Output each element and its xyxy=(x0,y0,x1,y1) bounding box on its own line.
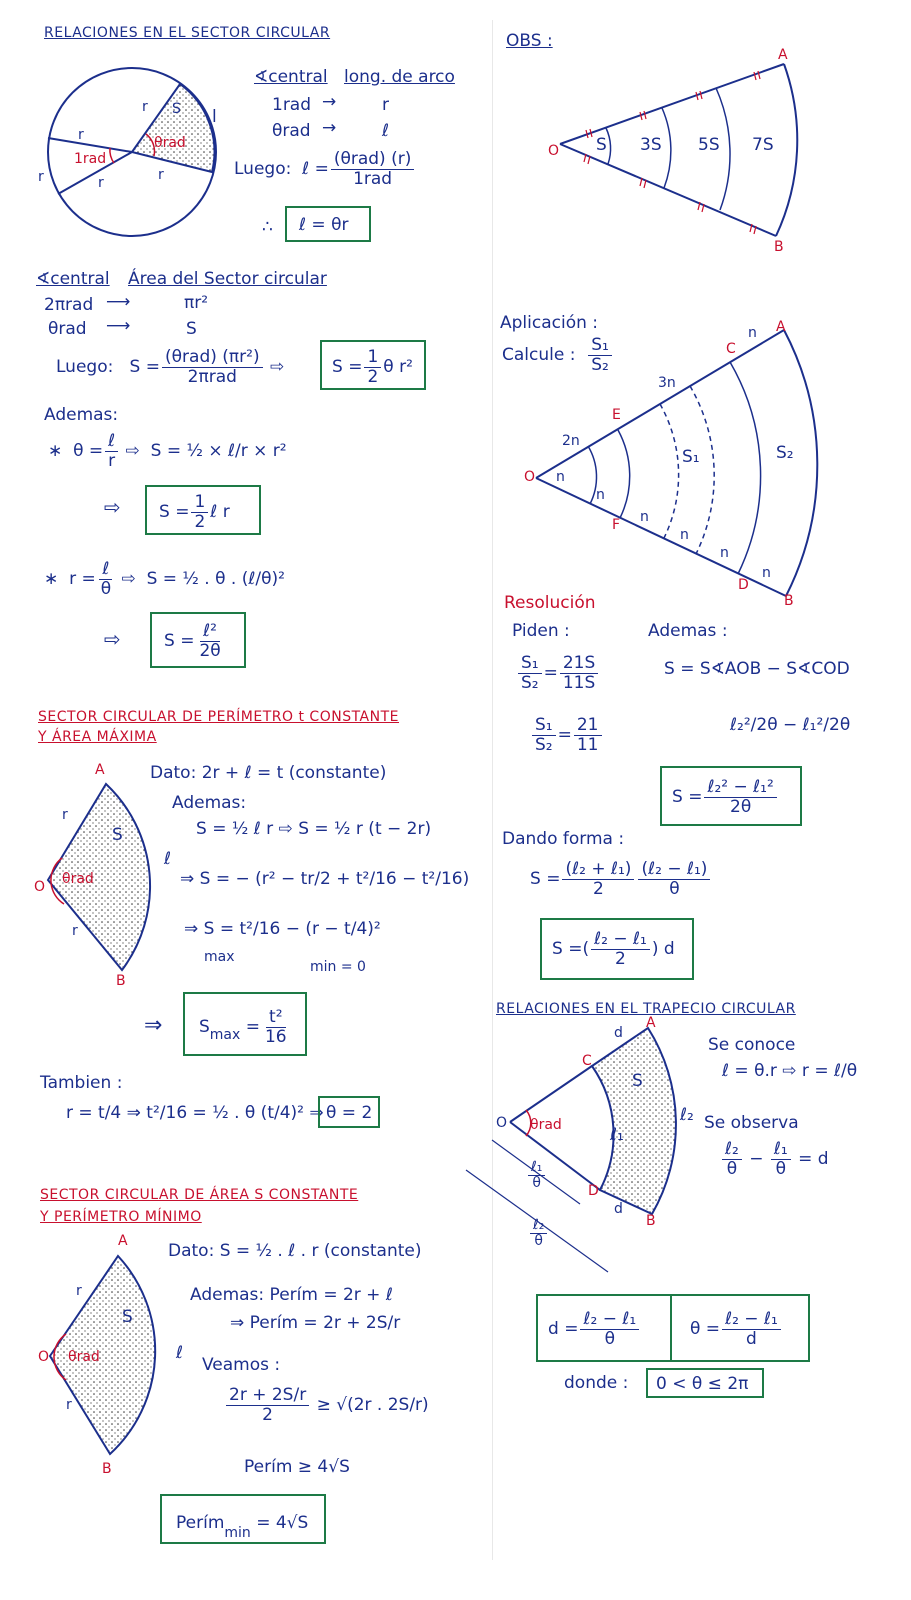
heading-area-maxima: Y ÁREA MÁXIMA xyxy=(38,729,157,745)
table1-col2: long. de arco xyxy=(344,67,455,87)
fan2-n4: n xyxy=(680,527,689,543)
eq-s-half: S = ½ ℓ r ⇨ S = ½ r (t − 2r) xyxy=(196,819,432,839)
fan2-2n: 2n xyxy=(562,433,580,449)
donde: donde : xyxy=(564,1373,629,1393)
eq-perim: ⇒ Perím = 2r + 2S/r xyxy=(230,1313,401,1333)
box-theta-2: θ = 2 xyxy=(318,1096,380,1128)
heading-perimetro-constante: SECTOR CIRCULAR DE PERÍMETRO t CONSTANTE xyxy=(38,709,399,725)
fan2-F: F xyxy=(612,517,621,533)
trap-S: S xyxy=(632,1071,643,1091)
se-conoce: Se conoce xyxy=(708,1035,796,1055)
eq-tambien: r = t/4 ⇒ t²/16 = ½ . θ (t/4)² ⇒ xyxy=(66,1103,324,1123)
fan2-A: A xyxy=(776,319,786,335)
sector2-r2: r xyxy=(72,923,78,939)
circle-l-label: l xyxy=(212,107,217,127)
ademas-right: Ademas : xyxy=(648,621,728,641)
table1-row2a: θrad xyxy=(272,121,311,141)
sector-max-figure xyxy=(40,770,170,980)
sector3-O: O xyxy=(38,1349,50,1365)
therefore-sign: ∴ xyxy=(262,217,273,237)
application-fan-figure xyxy=(530,318,820,608)
box-range: 0 < θ ≤ 2π xyxy=(646,1368,764,1398)
fan2-O: O xyxy=(524,469,536,485)
eq-r-l-theta: ∗ r = ℓ θ ⇨ S = ½ . θ . (ℓ/θ)² xyxy=(44,559,285,599)
heading-area-constante: SECTOR CIRCULAR DE ÁREA S CONSTANTE xyxy=(40,1187,359,1203)
table2-row1a: 2πrad xyxy=(44,295,94,315)
luego2-eq: Luego: S = (θrad) (πr²) 2πrad ⇨ xyxy=(56,347,285,387)
box-forma: S = ( ℓ₂ − ℓ₁ 2 ) d xyxy=(540,918,694,980)
circle-r-label-4: r xyxy=(98,175,104,191)
trap-C: C xyxy=(582,1053,592,1069)
trap-l2: ℓ₂ xyxy=(680,1105,694,1125)
aplicacion: Aplicación : xyxy=(500,313,599,333)
ratio-2: S₁ S₂ = 21 11 xyxy=(530,716,604,754)
ineq-am-gm: $\frac{2r + 2S/r}{2}$ ≥ √(2r . 2S/r) xyxy=(224,1386,429,1424)
sector3-r2: r xyxy=(66,1397,72,1413)
heading-trapecio: RELACIONES EN EL TRAPECIO CIRCULAR xyxy=(496,1001,796,1017)
trap-A: A xyxy=(646,1015,656,1031)
dato2: Dato: S = ½ . ℓ . r (constante) xyxy=(168,1241,422,1261)
table1-row1a: 1rad xyxy=(272,95,312,115)
veamos: Veamos : xyxy=(202,1355,281,1375)
fan-B: B xyxy=(774,239,784,255)
sector2-l: ℓ xyxy=(164,849,172,869)
luego1-eq: Luego: ℓ = (θrad) (r) 1rad xyxy=(234,150,416,188)
circle-r-label-2: r xyxy=(78,127,84,143)
box-perim-min: Perím min = 4√S xyxy=(160,1494,326,1544)
box-s-l2-2theta: S = ℓ² 2θ xyxy=(150,612,246,668)
fan2-E: E xyxy=(612,407,621,423)
fan2-n3: n xyxy=(640,509,649,525)
sector2-S: S xyxy=(112,825,123,845)
sector3-l: ℓ xyxy=(176,1343,184,1363)
fan2-S1: S₁ xyxy=(682,447,700,467)
max-label: max xyxy=(204,949,235,965)
circle-r-label-1: r xyxy=(142,99,148,115)
calcule-eq: Calcule : S₁ S₂ xyxy=(502,336,614,374)
circle-r-label-5: r xyxy=(158,167,164,183)
fan2-B: B xyxy=(784,593,794,609)
sector3-B: B xyxy=(102,1461,112,1477)
circle-one-rad-label: 1rad xyxy=(74,151,107,167)
se-observa: Se observa xyxy=(704,1113,799,1133)
fan-s2: 3S xyxy=(640,135,662,155)
fan2-n7: n xyxy=(748,325,757,341)
circle-s-label: S xyxy=(172,101,181,117)
table2-col1: ∢central xyxy=(36,269,110,289)
trap-O: O xyxy=(496,1115,508,1131)
min-label: min = 0 xyxy=(310,959,366,975)
fan2-n5: n xyxy=(720,545,729,561)
sector3-A: A xyxy=(118,1233,128,1249)
sector-min-figure xyxy=(44,1248,174,1462)
box-smax: S max = $\frac{\text{t²}}{16}$ xyxy=(183,992,307,1056)
tambien: Tambien : xyxy=(40,1073,123,1093)
fan-s3: 5S xyxy=(698,135,720,155)
table2-row1b: πr² xyxy=(184,293,209,313)
box-l-theta-r: ℓ = θr xyxy=(285,206,371,242)
ademas-label: Ademas: xyxy=(44,405,119,425)
ademas3: Ademas: Perím = 2r + ℓ xyxy=(190,1285,393,1305)
ademas2: Ademas: xyxy=(172,793,247,813)
box-s-half-l-r: S = $\frac{1}{2}$ ℓ r xyxy=(145,485,261,535)
table2-col2: Área del Sector circular xyxy=(128,269,327,289)
sector2-theta: θrad xyxy=(62,871,94,887)
fan2-C: C xyxy=(726,341,736,357)
obs-label: OBS : xyxy=(506,31,553,51)
sector3-theta: θrad xyxy=(68,1349,100,1365)
sector3-r1: r xyxy=(76,1283,82,1299)
table1-row1b: r xyxy=(382,95,389,115)
sector2-O: O xyxy=(34,879,46,895)
fan2-n2: n xyxy=(596,487,605,503)
fan-O: O xyxy=(548,143,560,159)
eq-s-sq: ⇒ S = t²/16 − (r − t/4)² xyxy=(184,919,381,939)
trap-B: B xyxy=(646,1213,656,1229)
table2-row2a: θrad xyxy=(48,319,87,339)
ratio-1: S₁ S₂ = 21S 11S xyxy=(516,654,600,692)
column-divider xyxy=(492,20,493,1560)
box-final-formulas: d = ℓ₂ − ℓ₁ θ θ = ℓ₂ − ℓ₁ d xyxy=(536,1294,810,1362)
resolucion: Resolución xyxy=(504,593,596,613)
dando-forma: Dando forma : xyxy=(502,829,625,849)
fan2-3n: 3n xyxy=(658,375,676,391)
eq-sdiff: S = S∢AOB − S∢COD xyxy=(664,659,850,679)
circle-r-label-3: r xyxy=(38,169,44,185)
trap-l1: ℓ₁ xyxy=(610,1125,624,1145)
fan2-D: D xyxy=(738,577,749,593)
sector3-S: S xyxy=(122,1307,133,1327)
sector2-A: A xyxy=(95,762,105,778)
circle-theta-label: θrad xyxy=(154,135,186,151)
trap-dim1: ℓ₁ θ xyxy=(526,1160,547,1192)
table1-col1: ∢central xyxy=(254,67,328,87)
smax-arrow: ⇒ xyxy=(144,1013,163,1038)
circle-sector-figure xyxy=(40,66,230,246)
trap-theta: θrad xyxy=(530,1117,562,1133)
table2-row2b: S xyxy=(186,319,197,339)
eq-forma: S = (ℓ₂ + ℓ₁) 2 (ℓ₂ − ℓ₁) θ xyxy=(530,860,712,898)
heading-perimetro-minimo: Y PERÍMETRO MÍNIMO xyxy=(40,1209,202,1225)
trap-D: D xyxy=(588,1183,599,1199)
fan-s1: S xyxy=(596,135,607,155)
fan2-S2: S₂ xyxy=(776,443,794,463)
piden: Piden : xyxy=(512,621,570,641)
sector2-r1: r xyxy=(62,807,68,823)
fan2-n6: n xyxy=(762,565,771,581)
eq-theta-l-r: ∗ θ = ℓ r ⇨ S = ½ × ℓ/r × r² xyxy=(48,431,287,471)
trap-d1: d xyxy=(614,1025,623,1041)
eq-conoce: ℓ = θ.r ⇨ r = ℓ/θ xyxy=(722,1061,858,1081)
trap-d2: d xyxy=(614,1201,623,1217)
box-sdiff: S = ℓ₂² − ℓ₁² 2θ xyxy=(660,766,802,826)
fan-A: A xyxy=(778,47,788,63)
heading-relaciones-sector: RELACIONES EN EL SECTOR CIRCULAR xyxy=(44,25,331,41)
eq-sdiff2: ℓ₂²/2θ − ℓ₁²/2θ xyxy=(730,715,851,735)
eq-s-neg: ⇒ S = − (r² − tr/2 + t²/16 − t²/16) xyxy=(180,869,470,889)
sector2-B: B xyxy=(116,973,126,989)
fan2-n1: n xyxy=(556,469,565,485)
table1-row2b: ℓ xyxy=(382,121,390,141)
box-s-half-theta-r2: S = $\frac{1}{2}$ θ r² xyxy=(320,340,426,390)
dato1: Dato: 2r + ℓ = t (constante) xyxy=(150,763,387,783)
fan-s4: 7S xyxy=(752,135,774,155)
eq-observa: ℓ₂ θ − ℓ₁ θ = d xyxy=(720,1140,829,1178)
perim-ge: Perím ≥ 4√S xyxy=(244,1457,350,1477)
trap-dim2: ℓ₂ θ xyxy=(528,1218,549,1250)
